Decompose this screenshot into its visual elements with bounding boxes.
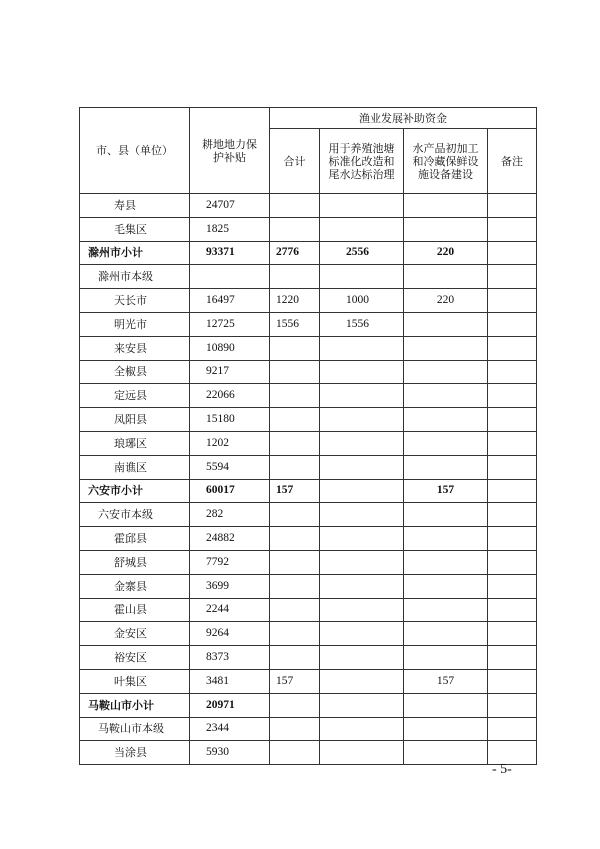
header-region: 市、县（单位） (80, 108, 190, 194)
farmland-subsidy-cell: 1202 (190, 431, 270, 455)
pond-renovation-cell: 2556 (320, 241, 404, 265)
pond-renovation-cell (320, 717, 404, 741)
page-number: - 5- (492, 762, 512, 777)
pond-renovation-cell (320, 217, 404, 241)
table-row (80, 741, 537, 765)
table-row (80, 455, 537, 479)
region-name-cell: 马鞍山市本级 (80, 717, 190, 741)
note-cell (488, 550, 537, 574)
table-row (80, 289, 537, 313)
farmland-subsidy-cell (190, 265, 270, 289)
processing-cell (404, 384, 488, 408)
region-name-cell: 霍山县 (80, 598, 190, 622)
fishery-total-cell: 157 (270, 669, 320, 693)
header-farmland-subsidy: 耕地地力保护补贴 (190, 108, 270, 194)
farmland-subsidy-cell: 5930 (190, 741, 270, 765)
header-total: 合计 (270, 129, 320, 194)
fishery-total-cell (270, 217, 320, 241)
pond-renovation-cell (320, 455, 404, 479)
fishery-total-cell (270, 693, 320, 717)
region-name-cell: 来安县 (80, 336, 190, 360)
pond-renovation-cell: 1556 (320, 312, 404, 336)
pond-renovation-cell: 1000 (320, 289, 404, 313)
pond-renovation-cell (320, 503, 404, 527)
note-cell (488, 431, 537, 455)
farmland-subsidy-cell: 5594 (190, 455, 270, 479)
pond-renovation-cell (320, 741, 404, 765)
processing-cell (404, 408, 488, 432)
table-row (80, 669, 537, 693)
table-row (80, 431, 537, 455)
region-name-cell: 凤阳县 (80, 408, 190, 432)
fishery-total-cell (270, 598, 320, 622)
processing-cell (404, 574, 488, 598)
region-name-cell: 滁州市小计 (80, 241, 190, 265)
note-cell (488, 217, 537, 241)
farmland-subsidy-cell: 9264 (190, 622, 270, 646)
note-cell (488, 455, 537, 479)
table-row (80, 574, 537, 598)
farmland-subsidy-cell: 20971 (190, 693, 270, 717)
processing-cell (404, 431, 488, 455)
fishery-total-cell (270, 455, 320, 479)
table-row (80, 265, 537, 289)
farmland-subsidy-cell: 16497 (190, 289, 270, 313)
region-name-cell: 霍邱县 (80, 527, 190, 551)
pond-renovation-cell (320, 408, 404, 432)
note-cell (488, 693, 537, 717)
fishery-total-cell (270, 717, 320, 741)
note-cell (488, 265, 537, 289)
fishery-total-cell (270, 503, 320, 527)
farmland-subsidy-cell: 2344 (190, 717, 270, 741)
table-row (80, 408, 537, 432)
pond-renovation-cell (320, 360, 404, 384)
region-name-cell: 马鞍山市小计 (80, 693, 190, 717)
table-row (80, 194, 537, 218)
table-row (80, 550, 537, 574)
table-row (80, 622, 537, 646)
farmland-subsidy-cell: 1825 (190, 217, 270, 241)
note-cell (488, 360, 537, 384)
farmland-subsidy-cell: 7792 (190, 550, 270, 574)
processing-cell (404, 265, 488, 289)
fishery-total-cell (270, 431, 320, 455)
fishery-total-cell (270, 622, 320, 646)
note-cell (488, 598, 537, 622)
note-cell (488, 622, 537, 646)
header-processing-cold-storage: 水产品初加工和冷藏保鲜设施设备建设 (404, 129, 488, 194)
farmland-subsidy-cell: 15180 (190, 408, 270, 432)
table-row (80, 503, 537, 527)
farmland-subsidy-cell: 60017 (190, 479, 270, 503)
region-name-cell: 滁州市本级 (80, 265, 190, 289)
pond-renovation-cell (320, 574, 404, 598)
farmland-subsidy-cell: 3481 (190, 669, 270, 693)
region-name-cell: 六安市小计 (80, 479, 190, 503)
note-cell (488, 717, 537, 741)
table-row (80, 717, 537, 741)
farmland-subsidy-cell: 3699 (190, 574, 270, 598)
pond-renovation-cell (320, 646, 404, 670)
processing-cell (404, 336, 488, 360)
processing-cell (404, 741, 488, 765)
region-name-cell: 六安市本级 (80, 503, 190, 527)
pond-renovation-cell (320, 431, 404, 455)
note-cell (488, 503, 537, 527)
fishery-total-cell (270, 336, 320, 360)
farmland-subsidy-cell: 10890 (190, 336, 270, 360)
note-cell (488, 646, 537, 670)
processing-cell (404, 598, 488, 622)
processing-cell (404, 503, 488, 527)
processing-cell (404, 622, 488, 646)
pond-renovation-cell (320, 550, 404, 574)
farmland-subsidy-cell: 2244 (190, 598, 270, 622)
region-name-cell: 寿县 (80, 194, 190, 218)
processing-cell (404, 312, 488, 336)
note-cell (488, 241, 537, 265)
region-name-cell: 天长市 (80, 289, 190, 313)
table-row (80, 360, 537, 384)
processing-cell (404, 217, 488, 241)
region-name-cell: 舒城县 (80, 550, 190, 574)
pond-renovation-cell (320, 598, 404, 622)
note-cell (488, 479, 537, 503)
pond-renovation-cell (320, 336, 404, 360)
header-fishery-group: 渔业发展补助资金 (270, 108, 537, 129)
farmland-subsidy-cell: 9217 (190, 360, 270, 384)
processing-cell: 220 (404, 289, 488, 313)
note-cell (488, 408, 537, 432)
fishery-total-cell (270, 574, 320, 598)
pond-renovation-cell (320, 265, 404, 289)
processing-cell (404, 455, 488, 479)
pond-renovation-cell (320, 693, 404, 717)
processing-cell (404, 527, 488, 551)
fishery-total-cell (270, 194, 320, 218)
fishery-total-cell: 2776 (270, 241, 320, 265)
note-cell (488, 527, 537, 551)
header-note: 备注 (488, 129, 537, 194)
processing-cell (404, 693, 488, 717)
pond-renovation-cell (320, 479, 404, 503)
region-name-cell: 南谯区 (80, 455, 190, 479)
table-row (80, 312, 537, 336)
table-row (80, 527, 537, 551)
fishery-total-cell (270, 550, 320, 574)
pond-renovation-cell (320, 669, 404, 693)
fishery-total-cell: 1220 (270, 289, 320, 313)
processing-cell (404, 717, 488, 741)
processing-cell (404, 360, 488, 384)
region-name-cell: 琅琊区 (80, 431, 190, 455)
farmland-subsidy-cell: 24882 (190, 527, 270, 551)
farmland-subsidy-cell: 93371 (190, 241, 270, 265)
note-cell (488, 384, 537, 408)
region-name-cell: 金寨县 (80, 574, 190, 598)
fishery-total-cell: 157 (270, 479, 320, 503)
processing-cell (404, 550, 488, 574)
note-cell (488, 336, 537, 360)
pond-renovation-cell (320, 527, 404, 551)
table-body (80, 194, 537, 765)
fishery-total-cell (270, 265, 320, 289)
table-row (80, 384, 537, 408)
header-pond-renovation: 用于养殖池塘标准化改造和尾水达标治理 (320, 129, 404, 194)
table-row (80, 217, 537, 241)
note-cell (488, 289, 537, 313)
fishery-total-cell (270, 384, 320, 408)
region-name-cell: 裕安区 (80, 646, 190, 670)
note-cell (488, 574, 537, 598)
pond-renovation-cell (320, 194, 404, 218)
fishery-total-cell (270, 741, 320, 765)
farmland-subsidy-cell: 8373 (190, 646, 270, 670)
region-name-cell: 毛集区 (80, 217, 190, 241)
note-cell (488, 312, 537, 336)
processing-cell: 157 (404, 669, 488, 693)
fishery-total-cell (270, 408, 320, 432)
region-name-cell: 叶集区 (80, 669, 190, 693)
fishery-total-cell (270, 360, 320, 384)
table-row (80, 693, 537, 717)
region-name-cell: 当涂县 (80, 741, 190, 765)
region-name-cell: 全椒县 (80, 360, 190, 384)
processing-cell: 157 (404, 479, 488, 503)
note-cell (488, 669, 537, 693)
fishery-total-cell (270, 646, 320, 670)
pond-renovation-cell (320, 384, 404, 408)
table-row (80, 479, 537, 503)
region-name-cell: 明光市 (80, 312, 190, 336)
processing-cell: 220 (404, 241, 488, 265)
table-row (80, 336, 537, 360)
region-name-cell: 金安区 (80, 622, 190, 646)
fishery-total-cell (270, 527, 320, 551)
farmland-subsidy-cell: 22066 (190, 384, 270, 408)
fishery-total-cell: 1556 (270, 312, 320, 336)
processing-cell (404, 194, 488, 218)
processing-cell (404, 646, 488, 670)
farmland-subsidy-cell: 12725 (190, 312, 270, 336)
table-row (80, 241, 537, 265)
farmland-subsidy-cell: 282 (190, 503, 270, 527)
table-row (80, 598, 537, 622)
table-row (80, 646, 537, 670)
farmland-subsidy-cell: 24707 (190, 194, 270, 218)
subsidy-table (79, 107, 537, 765)
region-name-cell: 定远县 (80, 384, 190, 408)
note-cell (488, 194, 537, 218)
pond-renovation-cell (320, 622, 404, 646)
